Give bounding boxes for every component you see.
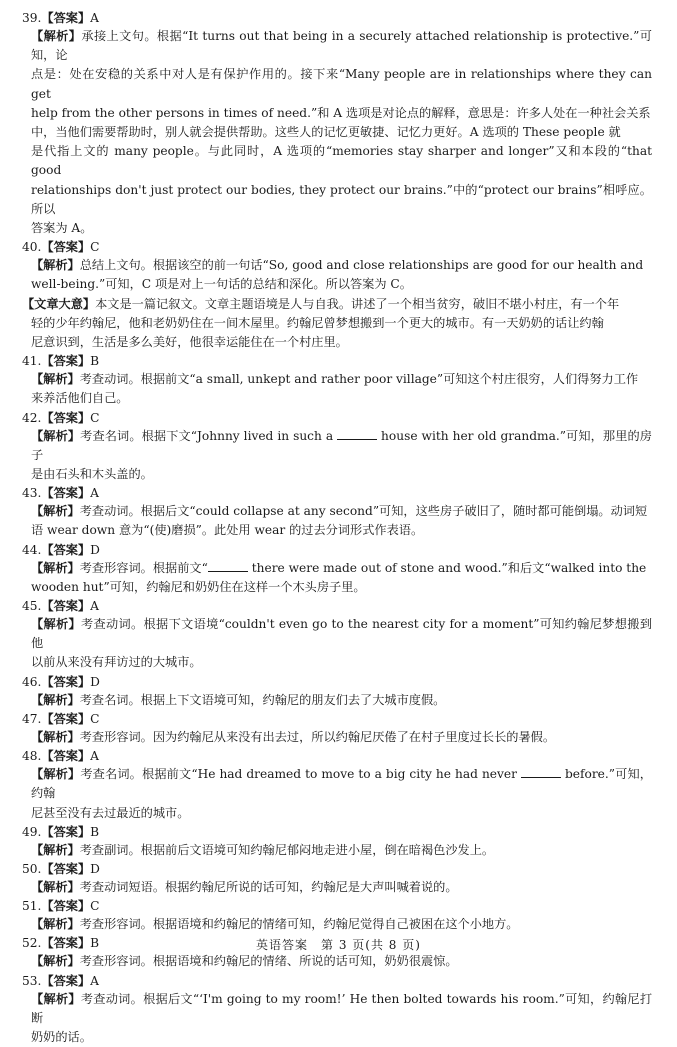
answer-heading: 47.【答案】C <box>22 711 100 726</box>
fill-in-blank <box>337 428 377 440</box>
answer-heading: 44.【答案】D <box>22 542 100 557</box>
explanation-line: 【解析】考查动词短语。根据约翰尼所说的话可知，约翰尼是大声叫喊着说的。 <box>31 879 458 894</box>
answer-heading: 50.【答案】D <box>22 861 100 876</box>
explanation-line: 【解析】考查动词。根据后文“could collapse at any second”可知，这些房子破旧了，随时都可能倒塌。动词短 <box>31 504 648 519</box>
summary-line: 尼意识到，生活是多么美好，他很幸运能住在一个村庄里。 <box>31 335 348 350</box>
answer-page <box>22 9 652 1047</box>
page-footer: 英语答案 第 3 页(共 8 页) <box>256 938 421 952</box>
explanation-line: 【解析】考查副词。根据前后文语境可知约翰尼郁闷地走进小屋，倒在暗褐色沙发上。 <box>31 842 495 857</box>
explanation-line: 【解析】考查名词。根据前文“He had dreamed to move to a big city he had never before.”可知，约翰 <box>31 767 652 801</box>
explanation-line: 是代指上文的 many people。与此同时，A 选项的“memories stay sharper and longer”又和本段的“that good <box>31 144 652 178</box>
explanation-line: 【解析】考查形容词。因为约翰尼从来没有出去过，所以约翰尼厌倦了在村子里度过长长的暑假。 <box>31 729 556 744</box>
explanation-line: 【解析】总结上文句。根据该空的前一句话“So, good and close relationships are good for our health and <box>31 258 644 273</box>
answer-heading: 42.【答案】C <box>22 410 100 425</box>
explanation-line: relationships don't just protect our bodies, they protect our brains.”中的“protect our brains”相呼应。所以 <box>31 182 652 216</box>
summary-line: 【文章大意】本文是一篇记叙文。文章主题语境是人与自我。讲述了一个相当贫穷，破旧不堪小村庄，有一个年 <box>22 296 620 311</box>
fill-in-blank <box>521 766 561 778</box>
explanation-line: 【解析】考查形容词。根据语境和约翰尼的情绪、所说的话可知，奶奶很震惊。 <box>31 954 458 969</box>
summary-line: 轻的少年约翰尼，他和老奶奶住在一间木屋里。约翰尼曾梦想搬到一个更大的城市。有一天奶奶的话让约翰 <box>31 315 604 330</box>
answer-heading: 49.【答案】B <box>22 824 100 839</box>
answer-heading: 48.【答案】A <box>22 749 99 764</box>
explanation-line: 以前从来没有拜访过的大城市。 <box>31 655 202 670</box>
answer-heading: 52.【答案】B <box>22 936 100 951</box>
explanation-line: 奶奶的话。 <box>31 1029 92 1044</box>
explanation-line: 【解析】考查动词。根据下文语境“couldn't even go to the nearest city for a moment”可知约翰尼梦想搬到他 <box>31 617 653 651</box>
answer-heading: 51.【答案】C <box>22 899 100 914</box>
explanation-line: 是由石头和木头盖的。 <box>31 467 153 482</box>
explanation-line: well-being.”可知，C 项是对上一句话的总结和深化。所以答案为 C。 <box>31 277 412 292</box>
answer-heading: 46.【答案】D <box>22 674 100 689</box>
answer-heading: 45.【答案】A <box>22 599 99 614</box>
explanation-line: 中，当他们需要帮助时，别人就会提供帮助。这些人的记忆更敏捷、记忆力更好。A 选项的 These people 就 <box>31 125 621 140</box>
explanation-line: wooden hut”可知，约翰尼和奶奶住在这样一个木头房子里。 <box>31 579 366 594</box>
explanation-line: 【解析】考查形容词。根据前文“ there were made out of stone and wood.”和后文“walked into the <box>31 560 647 575</box>
answer-heading: 53.【答案】A <box>22 973 99 988</box>
explanation-line: 【解析】承接上文句。根据“It turns out that being in a securely attached relationship is protective.”可知，论 <box>31 29 652 63</box>
explanation-line: 尼甚至没有去过最近的城市。 <box>31 805 190 820</box>
explanation-line: 【解析】考查动词。根据后文“‘I'm going to my room!’ He then bolted towards his room.”可知，约翰尼打断 <box>31 991 653 1025</box>
explanation-line: 答案为 A。 <box>31 221 93 236</box>
answer-heading: 43.【答案】A <box>22 486 99 501</box>
explanation-line: 点是：处在安稳的关系中对人是有保护作用的。接下来“Many people are in relationships where they can get <box>31 67 652 101</box>
explanation-line: 【解析】考查动词。根据前文“a small, unkept and rather poor village”可知这个村庄很穷，人们得努力工作 <box>31 372 639 387</box>
answer-heading: 41.【答案】B <box>22 354 100 369</box>
explanation-line: 语 wear down 意为“(使)磨损”。此处用 wear 的过去分词形式作表语。 <box>31 523 424 538</box>
answer-heading: 39.【答案】A <box>22 11 99 25</box>
answer-heading: 40.【答案】C <box>22 240 100 255</box>
explanation-line: 【解析】考查名词。根据下文“Johnny lived in such a house with her old grandma.”可知，那里的房子 <box>31 428 652 462</box>
explanation-line: 【解析】考查形容词。根据语境和约翰尼的情绪可知，约翰尼觉得自己被困在这个小地方。 <box>31 917 519 932</box>
explanation-line: help from the other persons in times of need.”和 A 选项是对论点的解释，意思是：许多人处在一种社会关系 <box>31 105 651 120</box>
explanation-line: 来养活他们自己。 <box>31 391 129 406</box>
fill-in-blank <box>208 560 248 572</box>
explanation-line: 【解析】考查名词。根据上下文语境可知，约翰尼的朋友们去了大城市度假。 <box>31 692 446 707</box>
